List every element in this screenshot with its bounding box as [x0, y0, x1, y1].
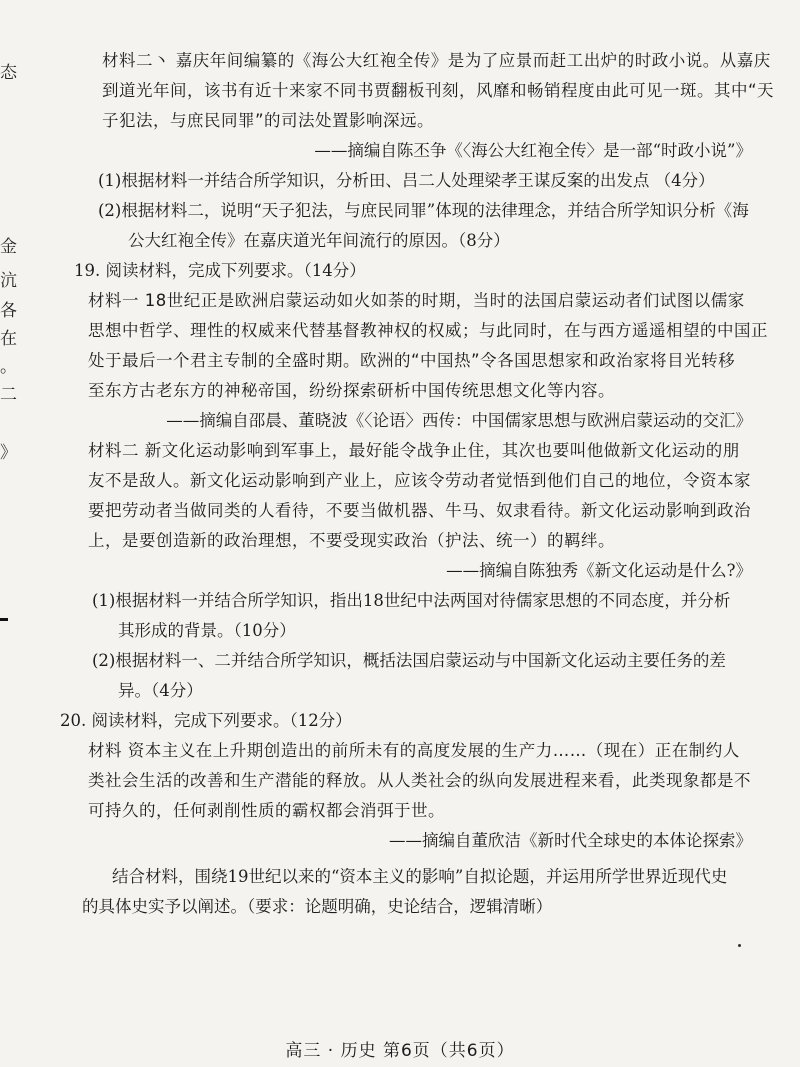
q19-question-2-cont: 异。（4分） — [118, 681, 203, 700]
page-footer: 高三 · 历史 第6页（共6页） — [285, 1041, 515, 1061]
q19-question-1: (1)根据材料一并结合所学知识，指出18世纪中法两国对待儒家思想的不同态度，并分析 — [92, 591, 731, 610]
q19-title: 19. 阅读材料，完成下列要求。（14分） — [74, 261, 366, 280]
margin-char: 在 — [0, 329, 17, 349]
left-margin-fragments — [0, 0, 40, 1067]
margin-char: 》 — [0, 443, 17, 463]
margin-char: 金 — [0, 237, 17, 257]
q18-material2-line: 到道光年间，该书有近十来家不同书贾翻板刊刻，风靡和畅销程度由此可见一斑。其中“天 — [102, 81, 775, 100]
q18-question-2: (2)根据材料二，说明“天子犯法，与庶民同罪”体现的法律理念，并结合所学知识分析《海 — [98, 201, 749, 220]
q20-material-line: 可持久的，任何剥削性质的霸权都会消弭于世。 — [88, 801, 445, 820]
margin-char: 各 — [0, 301, 17, 321]
q19-material2-line: 材料二 新文化运动影响到军事上，最好能令战争止住，其次也要叫他做新文化运动的朋 — [88, 441, 740, 460]
q18-material2-line: 子犯法，与庶民同罪”的司法处置影响深远。 — [102, 111, 435, 130]
q19-question-1-cont: 其形成的背景。（10分） — [118, 621, 296, 640]
q19-material1-line: 至东方古老东方的神秘帝国，纷纷探索研析中国传统思想文化等内容。 — [88, 381, 615, 400]
q19-material2-line: 友不是敌人。新文化运动影响到产业上，应该令劳动者觉悟到他们自己的地位，令资本家 — [88, 471, 751, 490]
q20-material-line: 材料 资本主义在上升期创造出的前所未有的高度发展的生产力……（现在）正在制约人 — [88, 741, 740, 760]
q19-material1-source: ——摘编自邵晨、董晓波《〈论语〉西传：中国儒家思想与欧洲启蒙运动的交汇》 — [166, 411, 752, 430]
margin-char: 态 — [0, 63, 17, 83]
margin-char: 二 — [0, 385, 17, 405]
margin-char: 。 — [0, 357, 17, 377]
q18-material2-line: 材料二丶 嘉庆年间编纂的《海公大红袍全传》是为了应景而赶工出炉的时政小说。从嘉庆 — [102, 51, 771, 70]
q19-material1-line: 处于最后一个君主专制的全盛时期。欧洲的“中国热”令各国思想家和政治家将目光转移 — [88, 351, 736, 370]
q20-material-source: ——摘编自董欣洁《新时代全球史的本体论探索》 — [389, 831, 752, 850]
q20-material-line: 类社会生活的改善和生产潜能的释放。从人类社会的纵向发展进程来看，此类现象都是不 — [88, 771, 751, 790]
q19-material1-line: 思想中哲学、理性的权威来代替基督教神权的权威；与此同时，在与西方遥遥相望的中国正 — [88, 321, 768, 340]
q20-prompt-cont: 的具体史实予以阐述。（要求：论题明确，史论结合，逻辑清晰） — [82, 897, 553, 916]
q19-question-2: (2)根据材料一、二并结合所学知识，概括法国启蒙运动与中国新文化运动主要任务的差 — [92, 651, 726, 670]
q19-material2-line: 要把劳动者当做同类的人看待，不要当做机器、牛马、奴隶看待。新文化运动影响到政治 — [88, 501, 751, 520]
q20-prompt: 结合材料，围绕19世纪以来的“资本主义的影响”自拟论题，并运用所学世界近现代史 — [112, 867, 728, 886]
q19-material1-line: 材料一 18世纪正是欧洲启蒙运动如火如荼的时期，当时的法国启蒙运动者们试图以儒家 — [88, 291, 745, 310]
q18-question-1: (1)根据材料一并结合所学知识，分析田、吕二人处理梁孝王谋反案的出发点 （4分） — [98, 171, 715, 190]
exam-content — [60, 46, 775, 922]
margin-tick-mark — [0, 618, 8, 621]
q18-question-2-cont: 公大红袍全传》在嘉庆道光年间流行的原因。（8分） — [128, 231, 510, 250]
margin-char: 沆 — [0, 271, 17, 291]
q19-material2-source: ——摘编自陈独秀《新文化运动是什么?》 — [446, 561, 752, 580]
stray-dot — [738, 944, 741, 947]
q20-title: 20. 阅读材料，完成下列要求。（12分） — [60, 711, 352, 730]
q18-material2-source: ——摘编自陈丕争《〈海公大红袍全传〉是一部“时政小说”》 — [314, 141, 752, 160]
q19-material2-line: 上，是要创造新的政治理想，不要受现实政治（护法、统一）的羁绊。 — [88, 531, 615, 550]
